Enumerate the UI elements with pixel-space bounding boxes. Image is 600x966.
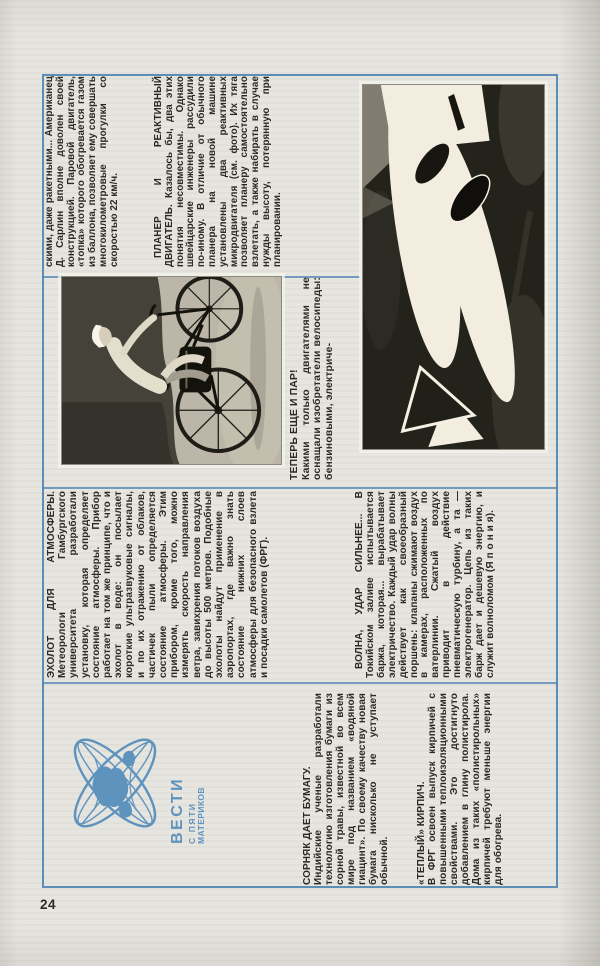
article-sornyak-heading: СОРНЯК ДАЕТ БУМАГУ. xyxy=(302,766,313,885)
rubric-title xyxy=(170,718,206,844)
article-teper-continuation xyxy=(45,76,121,267)
article-teply-heading: «ТЕПЛЫЙ» КИРПИЧ. xyxy=(416,781,427,885)
article-teper-heading: ТЕПЕРЬ ЕЩЕ И ПАР! xyxy=(289,369,300,480)
rubric-title-line2: С ПЯТИ xyxy=(187,802,198,844)
article-planer-heading: ПЛАНЕР И РЕАКТИВНЫЙ ДВИГАТЕЛЬ. xyxy=(153,76,175,267)
jet-glider-illustration xyxy=(363,85,544,449)
globe-petals-icon xyxy=(68,722,162,844)
article-sornyak-body: Индийские ученые разработали технологию изготовления бумаги из сорной травы, известной во всем мире под названием «водяной гиацинт». По своему качеству новая бумага нисколько не уступает обычной. xyxy=(313,693,390,885)
column-divider xyxy=(42,682,558,684)
article-sornyak xyxy=(302,693,390,885)
rubric-logo xyxy=(68,718,206,844)
steam-bicycle-illustration xyxy=(62,277,281,464)
rubric-title-line1: ВЕСТИ xyxy=(169,776,186,844)
article-teply-body: В ФРГ освоен выпуск кирпичей с повышенными теплоизоляционными свойствами. Это достигнуто добавлением в глину полистирола. Дома из таких «полистирольных» кирпичей требуют меньше энергии для обогрева. xyxy=(427,693,504,885)
column-divider xyxy=(42,487,558,489)
page-number: 24 xyxy=(40,897,57,912)
rotated-page-content xyxy=(42,74,558,888)
article-teply-kirpich xyxy=(416,693,504,885)
article-echolot-heading: ЭХОЛОТ ДЛЯ АТМОСФЕРЫ. xyxy=(46,491,57,678)
jet-glider-photo xyxy=(362,84,545,450)
article-echolot-body: Метеорологи Гамбургского университета разработали установку, которая определяет состояние атмосферы. Прибор работает на том же принципе, что и эхолот в воде: он посылает короткие ультразвуковые сигналы, и по их отражению от облаков, частичек пыли определяется состояние атмосферы. Этим прибором, кроме того, можно измерять скорость направления ветра, завихрения потоков воздуха до высоты 500 метров. Подобные эхолоты найдут применение в аэропортах, где важно знать состояние нижних слоев атмосферы для безопасного взлета и посадки самолетов (ФРГ). xyxy=(57,491,270,678)
article-volna-body: В Токийском заливе испытывается баржа, которая... вырабатывает электричество. Каждый удар волны действует как своеобразный поршень: клапаны сжимают воздух в камерах, расположенных по ватерлинии. Сжатый воздух приводит в действие пневматическую турбину, а та — электрогенератор. Цепь из таких барж дает и дешевую энергию, и служит волноломом (Я п о н и я). xyxy=(354,491,496,678)
article-echolot xyxy=(46,491,270,678)
article-teper-body-col2: скими, даже ракетными... Американец Д. Сарлин вполне доволен своей конструкцией. Паровой двигатель, «топка» которого обогревается газом из баллона, позволяет ему совершать многокилометровые прогулки со скоростью 22 км/ч. xyxy=(44,76,120,267)
article-teper-par xyxy=(289,277,335,480)
article-volna-heading: ВОЛНА, УДАР СИЛЬНЕЕ... xyxy=(354,513,365,669)
article-planer-body: Казалось бы, два этих понятия несовместимы. Однако швейцарские инженеры рассудили по-иному. В отличие от обычного планера на новой машине установлены два реактивных микродвигателя (см. фото). Их тяга позволяет планеру самостоятельно взлетать, а также набирать в случае нужды высоту, потерянную при планировании. xyxy=(163,75,283,267)
article-volna xyxy=(355,491,497,678)
article-teper-body-col1: Какими только двигателями не оснащали изобретатели велосипеды: бензиновыми, электриче- xyxy=(300,277,335,480)
article-planer xyxy=(154,76,284,267)
steam-bicycle-photo xyxy=(61,276,282,465)
rubric-title-line3: МАТЕРИКОВ xyxy=(195,787,206,844)
